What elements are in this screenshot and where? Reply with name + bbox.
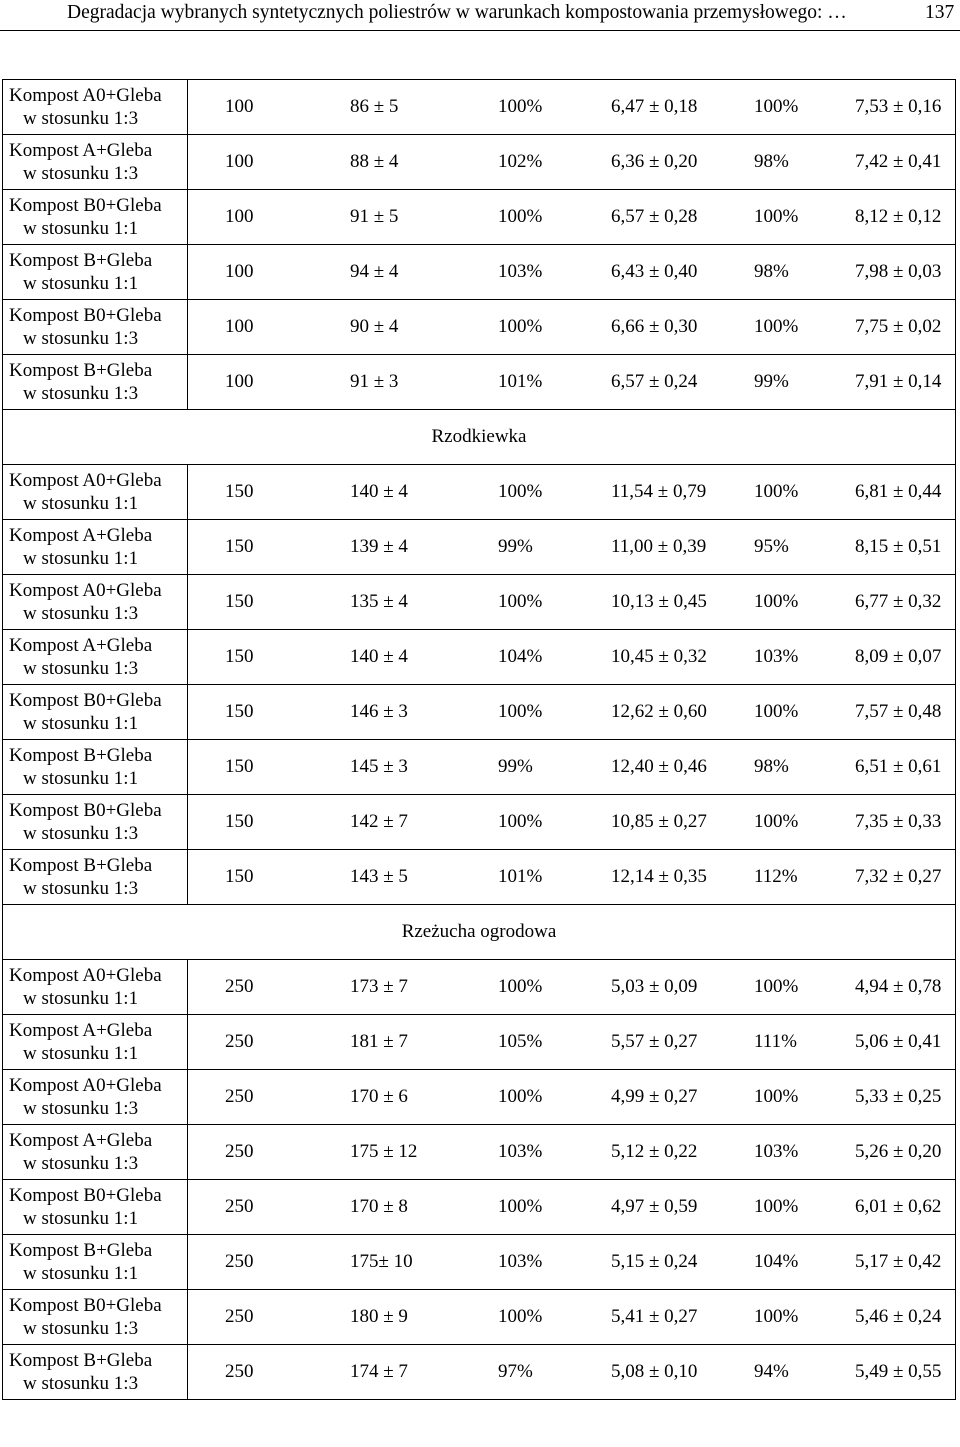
sample-name: Kompost B0+Gleba — [9, 195, 162, 216]
value-col-3: 104% — [498, 646, 543, 667]
value-col-2: 91 ± 3 — [350, 371, 399, 392]
table-row — [3, 960, 956, 1015]
value-col-4: 5,57 ± 0,27 — [611, 1031, 698, 1052]
value-col-6: 6,81 ± 0,44 — [855, 481, 942, 502]
sample-name: Kompost A0+Gleba — [9, 85, 162, 106]
table-row — [3, 1345, 956, 1400]
sample-name: Kompost A0+Gleba — [9, 1075, 162, 1096]
results-table — [2, 79, 956, 1400]
value-col-3: 100% — [498, 701, 543, 722]
value-col-2: 86 ± 5 — [350, 96, 399, 117]
sample-label-cell — [3, 1290, 188, 1345]
sample-name: Kompost B+Gleba — [9, 1240, 153, 1261]
value-col-5: 100% — [754, 316, 799, 337]
value-col-2: 88 ± 4 — [350, 151, 399, 172]
sample-name: Kompost A+Gleba — [9, 525, 153, 546]
value-col-1: 150 — [225, 591, 254, 612]
sample-label-cell — [3, 465, 188, 520]
values-cell — [188, 1070, 956, 1125]
sample-name: Kompost B+Gleba — [9, 250, 153, 271]
values-cell — [188, 1345, 956, 1400]
section-title: Rzodkiewka — [3, 410, 956, 465]
table-row — [3, 795, 956, 850]
value-col-6: 8,15 ± 0,51 — [855, 536, 942, 557]
table-row — [3, 1125, 956, 1180]
value-col-1: 100 — [225, 151, 254, 172]
value-col-3: 99% — [498, 536, 533, 557]
value-col-2: 170 ± 6 — [350, 1086, 408, 1107]
value-col-4: 10,13 ± 0,45 — [611, 591, 707, 612]
value-col-1: 100 — [225, 371, 254, 392]
sample-name: Kompost B0+Gleba — [9, 690, 162, 711]
value-col-1: 100 — [225, 206, 254, 227]
table-row — [3, 1235, 956, 1290]
sample-label-cell — [3, 1125, 188, 1180]
values-cell — [188, 850, 956, 905]
value-col-2: 139 ± 4 — [350, 536, 408, 557]
sample-name: Kompost B0+Gleba — [9, 305, 162, 326]
value-col-3: 99% — [498, 756, 533, 777]
value-col-6: 7,91 ± 0,14 — [855, 371, 942, 392]
value-col-4: 11,54 ± 0,79 — [611, 481, 707, 502]
sample-label-cell — [3, 1180, 188, 1235]
value-col-3: 100% — [498, 206, 543, 227]
sample-name: Kompost B0+Gleba — [9, 1185, 162, 1206]
value-col-3: 103% — [498, 261, 543, 282]
value-col-1: 150 — [225, 536, 254, 557]
sample-name: Kompost A+Gleba — [9, 1020, 153, 1041]
value-col-4: 6,43 ± 0,40 — [611, 261, 698, 282]
section-header-row — [3, 410, 956, 465]
value-col-5: 98% — [754, 261, 789, 282]
value-col-6: 5,17 ± 0,42 — [855, 1251, 942, 1272]
sample-ratio: w stosunku 1:1 — [23, 768, 139, 789]
values-cell — [188, 245, 956, 300]
sample-label-cell — [3, 80, 188, 135]
sample-ratio: w stosunku 1:1 — [23, 1208, 139, 1229]
values-cell — [188, 1125, 956, 1180]
sample-label-cell — [3, 630, 188, 685]
value-col-4: 5,41 ± 0,27 — [611, 1306, 698, 1327]
sample-name: Kompost A+Gleba — [9, 1130, 153, 1151]
sample-label-cell — [3, 1015, 188, 1070]
results-table-body — [3, 80, 956, 1400]
values-cell — [188, 1180, 956, 1235]
value-col-5: 100% — [754, 96, 799, 117]
values-cell — [188, 190, 956, 245]
table-row — [3, 355, 956, 410]
sample-ratio: w stosunku 1:3 — [23, 878, 139, 899]
value-col-3: 100% — [498, 1086, 543, 1107]
sample-ratio: w stosunku 1:3 — [23, 328, 139, 349]
value-col-6: 5,46 ± 0,24 — [855, 1306, 942, 1327]
value-col-6: 8,09 ± 0,07 — [855, 646, 942, 667]
sample-ratio: w stosunku 1:3 — [23, 823, 139, 844]
value-col-5: 98% — [754, 151, 789, 172]
sample-ratio: w stosunku 1:3 — [23, 1153, 139, 1174]
value-col-6: 5,26 ± 0,20 — [855, 1141, 942, 1162]
sample-label-cell — [3, 245, 188, 300]
sample-label-cell — [3, 1235, 188, 1290]
value-col-5: 103% — [754, 646, 799, 667]
value-col-1: 150 — [225, 646, 254, 667]
values-cell — [188, 465, 956, 520]
value-col-2: 90 ± 4 — [350, 316, 399, 337]
sample-label-cell — [3, 850, 188, 905]
sample-name: Kompost B+Gleba — [9, 1350, 153, 1371]
value-col-6: 7,98 ± 0,03 — [855, 261, 942, 282]
value-col-5: 112% — [754, 866, 798, 887]
value-col-1: 250 — [225, 1031, 254, 1052]
values-cell — [188, 355, 956, 410]
sample-ratio: w stosunku 1:1 — [23, 218, 139, 239]
value-col-2: 181 ± 7 — [350, 1031, 408, 1052]
value-col-1: 100 — [225, 261, 254, 282]
value-col-6: 7,53 ± 0,16 — [855, 96, 942, 117]
sample-name: Kompost A+Gleba — [9, 140, 153, 161]
table-row — [3, 1070, 956, 1125]
table-row — [3, 1015, 956, 1070]
table-row — [3, 135, 956, 190]
value-col-2: 175 ± 12 — [350, 1141, 418, 1162]
value-col-3: 105% — [498, 1031, 543, 1052]
values-cell — [188, 1235, 956, 1290]
sample-label-cell — [3, 355, 188, 410]
values-cell — [188, 135, 956, 190]
value-col-1: 100 — [225, 316, 254, 337]
sample-ratio: w stosunku 1:3 — [23, 1318, 139, 1339]
value-col-4: 5,15 ± 0,24 — [611, 1251, 698, 1272]
values-cell — [188, 685, 956, 740]
value-col-5: 98% — [754, 756, 789, 777]
running-header — [0, 0, 960, 36]
value-col-1: 150 — [225, 866, 254, 887]
value-col-4: 11,00 ± 0,39 — [611, 536, 707, 557]
sample-ratio: w stosunku 1:1 — [23, 713, 139, 734]
value-col-1: 250 — [225, 1306, 254, 1327]
values-cell — [188, 80, 956, 135]
value-col-2: 140 ± 4 — [350, 646, 408, 667]
value-col-6: 6,77 ± 0,32 — [855, 591, 942, 612]
value-col-6: 7,32 ± 0,27 — [855, 866, 942, 887]
values-cell — [188, 1015, 956, 1070]
values-cell — [188, 795, 956, 850]
value-col-6: 4,94 ± 0,78 — [855, 976, 942, 997]
value-col-3: 100% — [498, 96, 543, 117]
value-col-1: 150 — [225, 811, 254, 832]
value-col-4: 12,62 ± 0,60 — [611, 701, 707, 722]
value-col-6: 5,06 ± 0,41 — [855, 1031, 942, 1052]
value-col-5: 100% — [754, 206, 799, 227]
value-col-2: 142 ± 7 — [350, 811, 408, 832]
sample-label-cell — [3, 135, 188, 190]
sample-label-cell — [3, 300, 188, 355]
value-col-1: 250 — [225, 1251, 254, 1272]
sample-label-cell — [3, 1070, 188, 1125]
value-col-6: 5,49 ± 0,55 — [855, 1361, 942, 1382]
table-row — [3, 1180, 956, 1235]
sample-label-cell — [3, 960, 188, 1015]
value-col-1: 250 — [225, 1086, 254, 1107]
header-title: Degradacja wybranych syntetycznych poliestrów w warunkach kompostowania przemysłowego: … — [67, 2, 847, 23]
sample-name: Kompost B+Gleba — [9, 745, 153, 766]
sample-name: Kompost B+Gleba — [9, 360, 153, 381]
value-col-6: 7,42 ± 0,41 — [855, 151, 942, 172]
sample-ratio: w stosunku 1:3 — [23, 108, 139, 129]
value-col-2: 175± 10 — [350, 1251, 413, 1272]
value-col-3: 102% — [498, 151, 543, 172]
value-col-3: 101% — [498, 866, 543, 887]
value-col-4: 6,57 ± 0,24 — [611, 371, 698, 392]
value-col-3: 100% — [498, 1306, 543, 1327]
value-col-4: 10,45 ± 0,32 — [611, 646, 707, 667]
sample-ratio: w stosunku 1:1 — [23, 988, 139, 1009]
table-row — [3, 80, 956, 135]
value-col-4: 5,08 ± 0,10 — [611, 1361, 698, 1382]
value-col-5: 100% — [754, 1086, 799, 1107]
value-col-5: 99% — [754, 371, 789, 392]
table-row — [3, 850, 956, 905]
table-row — [3, 190, 956, 245]
value-col-6: 6,51 ± 0,61 — [855, 756, 942, 777]
value-col-1: 150 — [225, 756, 254, 777]
value-col-4: 4,97 ± 0,59 — [611, 1196, 698, 1217]
value-col-2: 146 ± 3 — [350, 701, 408, 722]
value-col-4: 12,14 ± 0,35 — [611, 866, 707, 887]
value-col-2: 174 ± 7 — [350, 1361, 408, 1382]
sample-name: Kompost B+Gleba — [9, 855, 153, 876]
value-col-3: 100% — [498, 591, 543, 612]
sample-ratio: w stosunku 1:1 — [23, 548, 139, 569]
sample-name: Kompost A0+Gleba — [9, 580, 162, 601]
values-cell — [188, 740, 956, 795]
value-col-4: 10,85 ± 0,27 — [611, 811, 707, 832]
value-col-6: 7,35 ± 0,33 — [855, 811, 942, 832]
value-col-5: 100% — [754, 481, 799, 502]
sample-ratio: w stosunku 1:1 — [23, 1043, 139, 1064]
sample-ratio: w stosunku 1:3 — [23, 1098, 139, 1119]
sample-ratio: w stosunku 1:1 — [23, 493, 139, 514]
value-col-6: 8,12 ± 0,12 — [855, 206, 942, 227]
values-cell — [188, 960, 956, 1015]
value-col-1: 250 — [225, 1196, 254, 1217]
table-row — [3, 520, 956, 575]
values-cell — [188, 630, 956, 685]
value-col-3: 103% — [498, 1141, 543, 1162]
value-col-3: 100% — [498, 811, 543, 832]
section-header-row — [3, 905, 956, 960]
page-number: 137 — [925, 2, 955, 23]
value-col-5: 100% — [754, 976, 799, 997]
sample-label-cell — [3, 190, 188, 245]
value-col-1: 250 — [225, 976, 254, 997]
value-col-2: 173 ± 7 — [350, 976, 408, 997]
sample-ratio: w stosunku 1:3 — [23, 658, 139, 679]
sample-ratio: w stosunku 1:1 — [23, 1263, 139, 1284]
value-col-6: 6,01 ± 0,62 — [855, 1196, 942, 1217]
value-col-6: 7,57 ± 0,48 — [855, 701, 942, 722]
table-row — [3, 575, 956, 630]
value-col-2: 135 ± 4 — [350, 591, 408, 612]
header-rule — [0, 30, 960, 31]
value-col-5: 111% — [754, 1031, 797, 1052]
value-col-3: 101% — [498, 371, 543, 392]
table-row — [3, 465, 956, 520]
sample-name: Kompost A0+Gleba — [9, 470, 162, 491]
sample-ratio: w stosunku 1:1 — [23, 273, 139, 294]
value-col-4: 6,57 ± 0,28 — [611, 206, 698, 227]
value-col-5: 103% — [754, 1141, 799, 1162]
sample-name: Kompost A+Gleba — [9, 635, 153, 656]
value-col-5: 104% — [754, 1251, 799, 1272]
value-col-2: 91 ± 5 — [350, 206, 399, 227]
sample-ratio: w stosunku 1:3 — [23, 1373, 139, 1394]
value-col-4: 5,03 ± 0,09 — [611, 976, 698, 997]
table-row — [3, 245, 956, 300]
values-cell — [188, 575, 956, 630]
table-row — [3, 630, 956, 685]
value-col-3: 100% — [498, 481, 543, 502]
value-col-2: 94 ± 4 — [350, 261, 399, 282]
value-col-4: 6,47 ± 0,18 — [611, 96, 698, 117]
value-col-6: 7,75 ± 0,02 — [855, 316, 942, 337]
value-col-4: 5,12 ± 0,22 — [611, 1141, 698, 1162]
value-col-1: 150 — [225, 481, 254, 502]
value-col-5: 100% — [754, 701, 799, 722]
value-col-2: 145 ± 3 — [350, 756, 408, 777]
value-col-5: 100% — [754, 591, 799, 612]
table-row — [3, 300, 956, 355]
values-cell — [188, 520, 956, 575]
value-col-1: 150 — [225, 701, 254, 722]
values-cell — [188, 1290, 956, 1345]
sample-ratio: w stosunku 1:3 — [23, 163, 139, 184]
value-col-4: 6,66 ± 0,30 — [611, 316, 698, 337]
value-col-5: 100% — [754, 1306, 799, 1327]
value-col-4: 6,36 ± 0,20 — [611, 151, 698, 172]
value-col-2: 180 ± 9 — [350, 1306, 408, 1327]
sample-label-cell — [3, 795, 188, 850]
values-cell — [188, 300, 956, 355]
value-col-1: 100 — [225, 96, 254, 117]
value-col-1: 250 — [225, 1141, 254, 1162]
value-col-5: 100% — [754, 811, 799, 832]
value-col-3: 103% — [498, 1251, 543, 1272]
sample-label-cell — [3, 740, 188, 795]
sample-label-cell — [3, 1345, 188, 1400]
value-col-4: 12,40 ± 0,46 — [611, 756, 707, 777]
sample-label-cell — [3, 520, 188, 575]
value-col-6: 5,33 ± 0,25 — [855, 1086, 942, 1107]
value-col-4: 4,99 ± 0,27 — [611, 1086, 698, 1107]
value-col-2: 170 ± 8 — [350, 1196, 408, 1217]
value-col-2: 140 ± 4 — [350, 481, 408, 502]
table-row — [3, 685, 956, 740]
sample-label-cell — [3, 575, 188, 630]
sample-name: Kompost B0+Gleba — [9, 1295, 162, 1316]
sample-label-cell — [3, 685, 188, 740]
table-row — [3, 740, 956, 795]
sample-ratio: w stosunku 1:3 — [23, 603, 139, 624]
value-col-1: 250 — [225, 1361, 254, 1382]
sample-name: Kompost A0+Gleba — [9, 965, 162, 986]
value-col-3: 100% — [498, 316, 543, 337]
value-col-2: 143 ± 5 — [350, 866, 408, 887]
section-title: Rzeżucha ogrodowa — [3, 905, 956, 960]
value-col-5: 94% — [754, 1361, 789, 1382]
value-col-5: 100% — [754, 1196, 799, 1217]
value-col-5: 95% — [754, 536, 789, 557]
value-col-3: 100% — [498, 976, 543, 997]
table-row — [3, 1290, 956, 1345]
value-col-3: 100% — [498, 1196, 543, 1217]
value-col-3: 97% — [498, 1361, 533, 1382]
sample-ratio: w stosunku 1:3 — [23, 383, 139, 404]
sample-name: Kompost B0+Gleba — [9, 800, 162, 821]
